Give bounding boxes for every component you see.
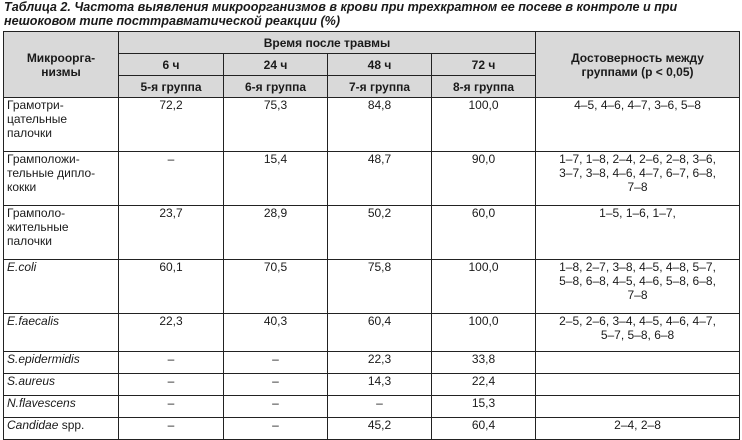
- significance-cell: [536, 314, 740, 352]
- organism-name-line: Candidae: [7, 418, 59, 432]
- value-cell: 22,4: [432, 374, 536, 396]
- organism-name-cell: [4, 152, 119, 206]
- table-body: [4, 98, 740, 440]
- value-cell: –: [119, 418, 224, 440]
- table-row: [4, 98, 740, 152]
- value-cell: 28,9: [224, 206, 328, 260]
- header-group: 6-я группа: [224, 76, 328, 98]
- value-cell: 84,8: [328, 98, 432, 152]
- value-cell: 22,3: [119, 314, 224, 352]
- value-cell: 45,2: [328, 418, 432, 440]
- value-cell: 23,7: [119, 206, 224, 260]
- organism-name-line: Грамположи-: [7, 152, 80, 166]
- significance-line: 7–8: [627, 180, 648, 194]
- organism-name-line: палочки: [7, 126, 52, 140]
- value-cell: –: [119, 352, 224, 374]
- significance-line: 7–8: [627, 288, 648, 302]
- value-cell: –: [224, 374, 328, 396]
- table-row: [4, 374, 740, 396]
- organism-name-line: Грамотри-: [7, 98, 64, 112]
- header-group: 8-я группа: [432, 76, 536, 98]
- value-cell: 90,0: [432, 152, 536, 206]
- table-row: [4, 206, 740, 260]
- organism-name-cell: [4, 352, 119, 374]
- organism-name-line: цательные: [7, 112, 68, 126]
- data-table: [3, 31, 740, 440]
- significance-cell: [536, 98, 740, 152]
- value-cell: 60,4: [432, 418, 536, 440]
- header-significance: Достоверность между группами (p < 0,05): [536, 32, 740, 98]
- value-cell: 100,0: [432, 260, 536, 314]
- value-cell: 100,0: [432, 314, 536, 352]
- table-caption: [4, 0, 740, 28]
- organism-name-line: S.aureus: [7, 374, 56, 388]
- organism-name-line: тельные дипло-: [7, 166, 96, 180]
- significance-cell: [536, 352, 740, 374]
- significance-line: 2–4, 2–8: [614, 418, 661, 432]
- organism-name-cell: [4, 418, 119, 440]
- significance-line: 2–5, 2–6, 3–4, 4–5, 4–6, 4–7,: [559, 314, 716, 328]
- value-cell: –: [119, 152, 224, 206]
- value-cell: 75,8: [328, 260, 432, 314]
- significance-line: 1–5, 1–6, 1–7,: [599, 206, 676, 220]
- significance-line: 4–5, 4–6, 4–7, 3–6, 5–8: [574, 98, 701, 112]
- value-cell: 75,3: [224, 98, 328, 152]
- header-time: 24 ч: [224, 54, 328, 76]
- organism-name-cell: [4, 98, 119, 152]
- value-cell: 60,4: [328, 314, 432, 352]
- value-cell: 50,2: [328, 206, 432, 260]
- significance-line: 5–8, 6–8, 4–5, 4–6, 5–8, 6–8,: [559, 274, 716, 288]
- value-cell: 100,0: [432, 98, 536, 152]
- organism-name-line: кокки: [7, 180, 37, 194]
- header-time-after-injury: Время после травмы: [119, 32, 536, 54]
- value-cell: 70,5: [224, 260, 328, 314]
- organism-name-cell: [4, 396, 119, 418]
- organism-name-line: N.flavescens: [7, 396, 76, 410]
- organism-name-cell: [4, 314, 119, 352]
- value-cell: 22,3: [328, 352, 432, 374]
- caption-line-1: Таблица 2. Частота выявления микроорганизмов в крови при трехкратном ее посеве в контроле и при: [4, 0, 678, 14]
- value-cell: 15,3: [432, 396, 536, 418]
- table-row: [4, 418, 740, 440]
- significance-line: 1–8, 2–7, 3–8, 4–5, 4–8, 5–7,: [559, 260, 716, 274]
- value-cell: –: [224, 352, 328, 374]
- organism-name-line: палочки: [7, 234, 52, 248]
- significance-line: 1–7, 1–8, 2–4, 2–6, 2–8, 3–6,: [559, 152, 716, 166]
- table-row: [4, 260, 740, 314]
- organism-name-cell: [4, 260, 119, 314]
- header-time: 6 ч: [119, 54, 224, 76]
- organism-name-cell: [4, 374, 119, 396]
- value-cell: 14,3: [328, 374, 432, 396]
- value-cell: 60,1: [119, 260, 224, 314]
- header-group: 7-я группа: [328, 76, 432, 98]
- table-row: [4, 314, 740, 352]
- significance-line: 5–7, 5–8, 6–8: [600, 328, 675, 342]
- organism-name-line: E.coli: [7, 260, 37, 274]
- significance-line: 3–7, 3–8, 4–6, 4–7, 6–7, 6–8,: [559, 166, 716, 180]
- value-cell: 40,3: [224, 314, 328, 352]
- significance-cell: [536, 396, 740, 418]
- value-cell: 72,2: [119, 98, 224, 152]
- header-time: 72 ч: [432, 54, 536, 76]
- organism-name-line: spp.: [58, 418, 85, 432]
- value-cell: –: [224, 396, 328, 418]
- organism-name-cell: [4, 206, 119, 260]
- value-cell: –: [328, 396, 432, 418]
- table-row: [4, 396, 740, 418]
- organism-name-line: Грамполо-: [7, 206, 66, 220]
- header-organisms: Микроорга- низмы: [4, 32, 119, 98]
- significance-cell: [536, 152, 740, 206]
- header-group: 5-я группа: [119, 76, 224, 98]
- header-time: 48 ч: [328, 54, 432, 76]
- table-row: [4, 152, 740, 206]
- value-cell: 48,7: [328, 152, 432, 206]
- significance-cell: [536, 418, 740, 440]
- organism-name-line: E.faecalis: [7, 314, 60, 328]
- value-cell: –: [119, 374, 224, 396]
- value-cell: –: [119, 396, 224, 418]
- organism-name-line: жительные: [7, 220, 69, 234]
- significance-cell: [536, 206, 740, 260]
- significance-cell: [536, 260, 740, 314]
- organism-name-line: S.epidermidis: [7, 352, 80, 366]
- value-cell: –: [224, 418, 328, 440]
- significance-cell: [536, 374, 740, 396]
- value-cell: 15,4: [224, 152, 328, 206]
- value-cell: 33,8: [432, 352, 536, 374]
- table-row: [4, 352, 740, 374]
- value-cell: 60,0: [432, 206, 536, 260]
- caption-line-2: нешоковом типе посттравматической реакции (%): [4, 14, 341, 28]
